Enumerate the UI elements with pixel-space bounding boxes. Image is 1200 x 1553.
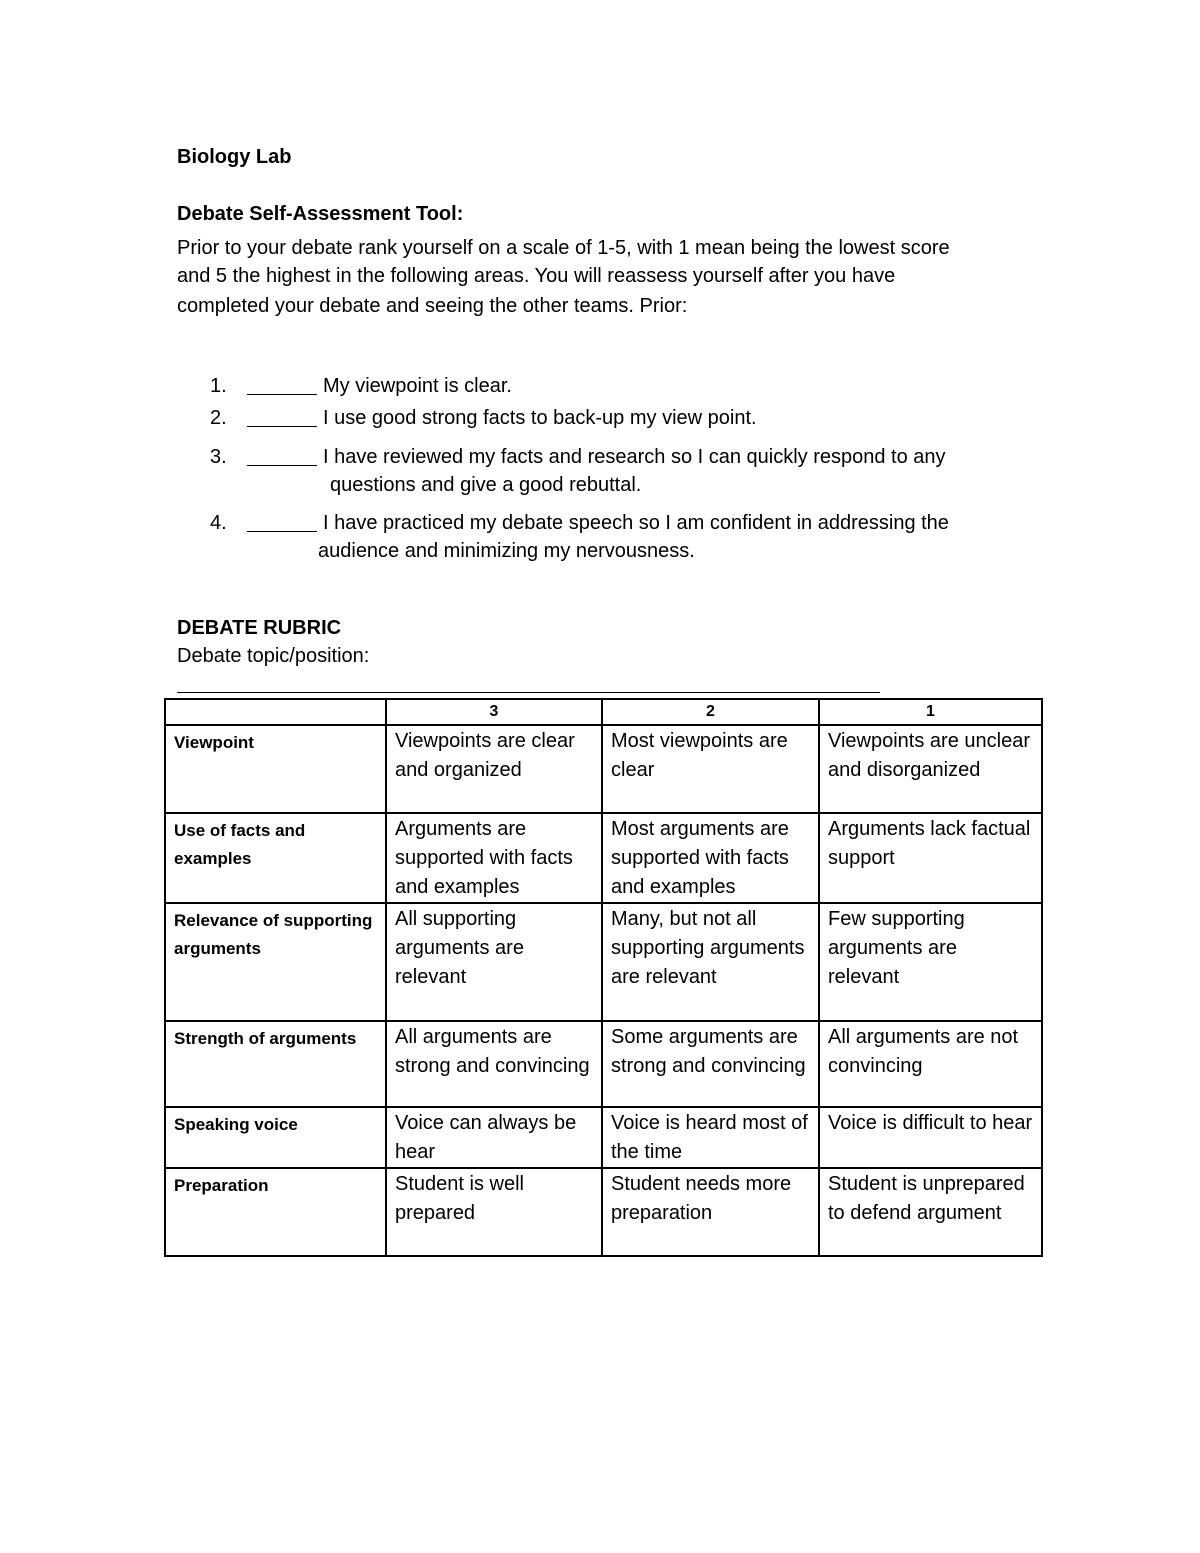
criterion-cell: Preparation [165, 1168, 386, 1256]
table-row [165, 725, 1042, 813]
item-text: I use good strong facts to back-up my view point. [323, 407, 757, 429]
rubric-cell: Viewpoints are unclear and disorganized [819, 725, 1042, 813]
self-assessment-heading: Debate Self-Assessment Tool: [177, 203, 464, 225]
document-title: Biology Lab [177, 146, 292, 168]
item-text: My viewpoint is clear. [323, 375, 512, 397]
criterion-cell: Relevance of supporting arguments [165, 903, 386, 1021]
item-text: I have reviewed my facts and research so I can quickly respond to any [323, 446, 946, 468]
table-row [165, 813, 1042, 903]
item-text: I have practiced my debate speech so I am confident in addressing the [323, 512, 949, 534]
table-row [165, 1107, 1042, 1168]
rubric-header-row [165, 699, 1042, 725]
rubric-header-criteria [165, 699, 386, 725]
rubric-cell: Student is well prepared [386, 1168, 602, 1256]
topic-input-line[interactable] [177, 692, 880, 693]
rubric-cell: Most arguments are supported with facts and examples [602, 813, 819, 903]
criterion-cell: Viewpoint [165, 725, 386, 813]
rubric-cell: All arguments are strong and convincing [386, 1021, 602, 1107]
intro-line: completed your debate and seeing the other teams. Prior: [177, 295, 688, 317]
rubric-cell: Arguments lack factual support [819, 813, 1042, 903]
table-row [165, 1168, 1042, 1256]
rubric-cell: All arguments are not convincing [819, 1021, 1042, 1107]
item-text-continued: audience and minimizing my nervousness. [318, 540, 695, 562]
criterion-cell: Strength of arguments [165, 1021, 386, 1107]
rubric-cell: Voice can always be hear [386, 1107, 602, 1168]
intro-line: Prior to your debate rank yourself on a scale of 1-5, with 1 mean being the lowest score [177, 237, 950, 259]
rank-blank[interactable] [247, 509, 317, 532]
rubric-header-score-1: 1 [819, 699, 1042, 725]
rubric-cell: Most viewpoints are clear [602, 725, 819, 813]
criterion-cell: Use of facts and examples [165, 813, 386, 903]
rubric-cell: Arguments are supported with facts and examples [386, 813, 602, 903]
rubric-cell: Some arguments are strong and convincing [602, 1021, 819, 1107]
rubric-header-score-3: 3 [386, 699, 602, 725]
rubric-heading: DEBATE RUBRIC [177, 617, 342, 639]
rubric-cell: Voice is heard most of the time [602, 1107, 819, 1168]
item-number: 2. [210, 407, 227, 429]
rubric-cell: All supporting arguments are relevant [386, 903, 602, 1021]
rubric-cell: Voice is difficult to hear [819, 1107, 1042, 1168]
intro-line: and 5 the highest in the following areas. You will reassess yourself after you have [177, 265, 896, 287]
topic-label: Debate topic/position: [177, 645, 370, 667]
rubric-table [164, 698, 1043, 1257]
rubric-cell: Viewpoints are clear and organized [386, 725, 602, 813]
item-number: 1. [210, 375, 227, 397]
table-row [165, 903, 1042, 1021]
rubric-cell: Student is unprepared to defend argument [819, 1168, 1042, 1256]
item-number: 4. [210, 512, 227, 534]
rubric-header-score-2: 2 [602, 699, 819, 725]
table-row [165, 1021, 1042, 1107]
rubric-cell: Student needs more preparation [602, 1168, 819, 1256]
item-number: 3. [210, 446, 227, 468]
rank-blank[interactable] [247, 404, 317, 427]
rank-blank[interactable] [247, 372, 317, 395]
item-text-continued: questions and give a good rebuttal. [330, 474, 642, 496]
rubric-cell: Few supporting arguments are relevant [819, 903, 1042, 1021]
rank-blank[interactable] [247, 443, 317, 466]
criterion-cell: Speaking voice [165, 1107, 386, 1168]
rubric-cell: Many, but not all supporting arguments are relevant [602, 903, 819, 1021]
